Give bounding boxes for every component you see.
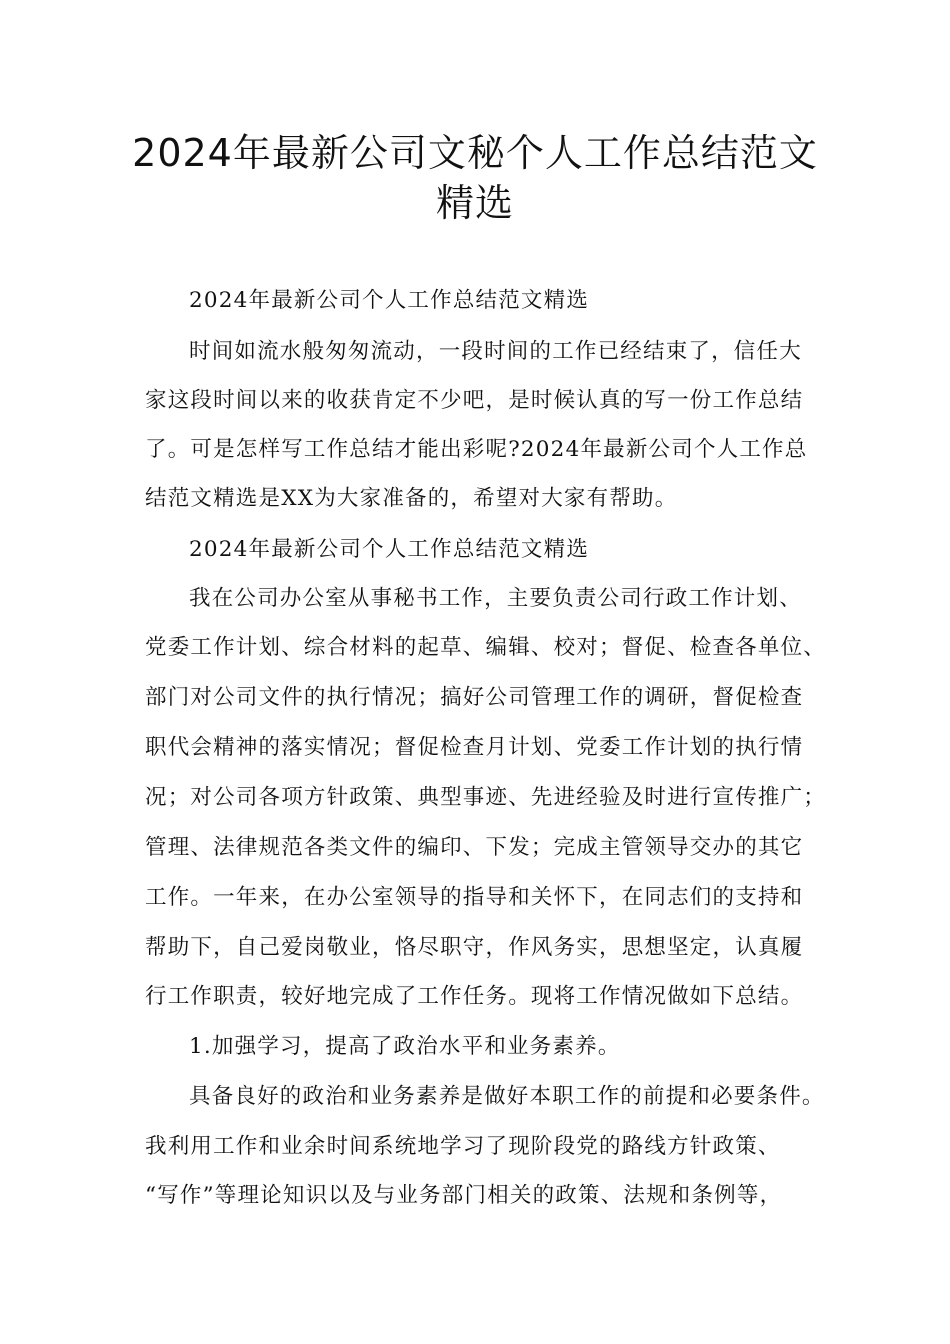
body-line-subtitle: 2024年最新公司个人工作总结范文精选 bbox=[189, 288, 590, 313]
body-line: 党委工作计划、综合材料的起草、编辑、校对；督促、检查各单位、 bbox=[145, 635, 827, 660]
body-line: 时间如流水般匆匆流动，一段时间的工作已经结束了，信任大 bbox=[189, 339, 802, 364]
section-heading: 1.加强学习，提高了政治水平和业务素养。 bbox=[189, 1034, 621, 1059]
body-line: 行工作职责，较好地完成了工作任务。现将工作情况做如下总结。 bbox=[145, 984, 804, 1009]
document-title-line-2: 精选 bbox=[435, 181, 514, 225]
body-line: 具备良好的政治和业务素养是做好本职工作的前提和必要条件。 bbox=[189, 1084, 825, 1109]
body-line: 我在公司办公室从事秘书工作，主要负责公司行政工作计划、 bbox=[189, 586, 802, 611]
body-line: 了。可是怎样写工作总结才能出彩呢?2024年最新公司个人工作总 bbox=[145, 437, 808, 462]
body-line: 况；对公司各项方针政策、典型事迹、先进经验及时进行宣传推广； bbox=[145, 785, 827, 810]
body-line: 我利用工作和业余时间系统地学习了现阶段党的路线方针政策、 bbox=[145, 1134, 781, 1159]
body-line: 管理、法律规范各类文件的编印、下发；完成主管领导交办的其它 bbox=[145, 835, 804, 860]
body-line-subtitle: 2024年最新公司个人工作总结范文精选 bbox=[189, 537, 590, 562]
body-line: 部门对公司文件的执行情况；搞好公司管理工作的调研，督促检查 bbox=[145, 685, 804, 710]
document-title-line-1: 2024年最新公司文秘个人工作总结范文 bbox=[132, 131, 818, 175]
body-line: 工作。一年来，在办公室领导的指导和关怀下，在同志们的支持和 bbox=[145, 885, 804, 910]
body-line: “写作”等理论知识以及与业务部门相关的政策、法规和条例等， bbox=[145, 1183, 783, 1208]
body-line: 帮助下，自己爱岗敬业，恪尽职守，作风务实，思想坚定，认真履 bbox=[145, 935, 804, 960]
body-line: 家这段时间以来的收获肯定不少吧，是时候认真的写一份工作总结 bbox=[145, 388, 804, 413]
body-line: 职代会精神的落实情况；督促检查月计划、党委工作计划的执行情 bbox=[145, 735, 804, 760]
body-line: 结范文精选是XX为大家准备的，希望对大家有帮助。 bbox=[145, 486, 678, 511]
